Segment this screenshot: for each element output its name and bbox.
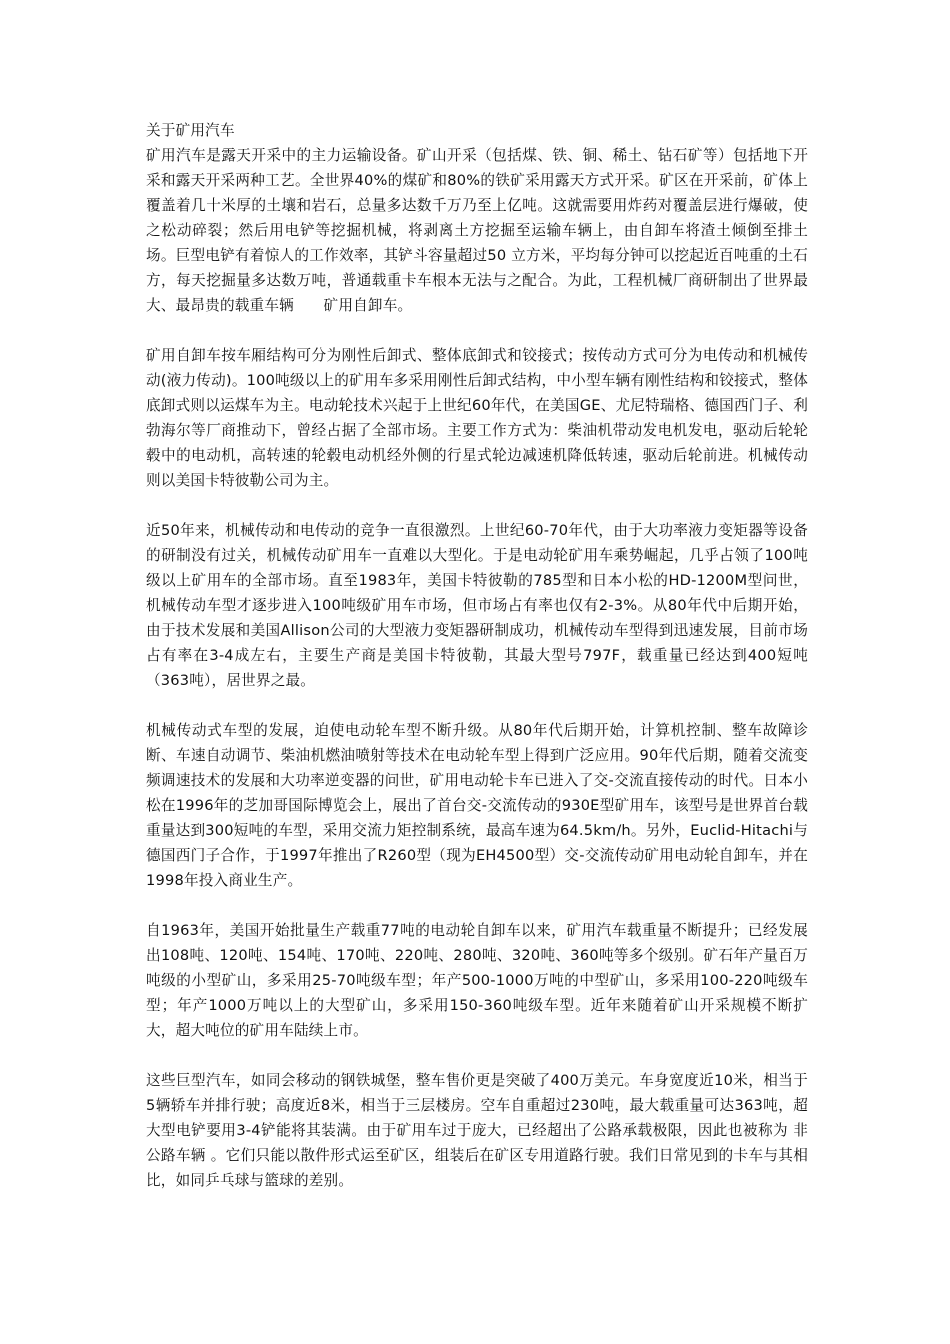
document-title: 关于矿用汽车 [146, 122, 235, 139]
paragraph-2: 矿用自卸车按车厢结构可分为刚性后卸式、整体底卸式和铰接式；按传动方式可分为电传动和机械传动(液力传动)。100吨级以上的矿用车多采用刚性后卸式结构，中小型车辆有刚性结构和铰接式，整体底卸式则以运煤车为主。电动轮技术兴起于上世纪60年代，在美国GE、尤尼特瑞格、德国西门子、利勃海尔等厂商推动下，曾经占据了全部市场。主要工作方式为：柴油机带动发电机发电，驱动后轮轮毂中的电动机，高转速的轮毂电动机经外侧的行星式轮边减速机降低转速，驱动后轮前进。机械传动则以美国卡特彼勒公司为主。 [146, 347, 808, 489]
document-body [146, 118, 808, 1218]
paragraph-3: 近50年来，机械传动和电传动的竞争一直很激烈。上世纪60-70年代，由于大功率液力变矩器等设备的研制没有过关，机械传动矿用车一直难以大型化。于是电动轮矿用车乘势崛起，几乎占领了100吨级以上矿用车的全部市场。直至1983年，美国卡特彼勒的785型和日本小松的HD-1200M型问世，机械传动车型才逐步进入100吨级矿用车市场，但市场占有率也仅有2-3%。从80年代中后期开始，由于技术发展和美国Allison公司的大型液力变矩器研制成功，机械传动车型得到迅速发展，目前市场占有率在3-4成左右，主要生产商是美国卡特彼勒，其最大型号797F，载重量已经达到400短吨（363吨），居世界之最。 [146, 522, 808, 689]
paragraph-6: 这些巨型汽车，如同会移动的钢铁城堡，整车售价更是突破了400万美元。车身宽度近10米，相当于5辆轿车并排行驶；高度近8米，相当于三层楼房。空车自重超过230吨，最大载重量可达363吨，超大型电铲要用3-4铲能将其装满。由于矿用车过于庞大，已经超出了公路承载极限，因此也被称为 非公路车辆 。它们只能以散件形式运至矿区，组装后在矿区专用道路行驶。我们日常见到的卡车与其相比，如同乒乓球与篮球的差别。 [146, 1072, 808, 1189]
paragraph-5: 自1963年，美国开始批量生产载重77吨的电动轮自卸车以来，矿用汽车载重量不断提升；已经发展出108吨、120吨、154吨、170吨、220吨、280吨、320吨、360吨等多个级别。矿石年产量百万吨级的小型矿山，多采用25-70吨级车型；年产500-1000万吨的中型矿山，多采用100-220吨级车型；年产1000万吨以上的大型矿山，多采用150-360吨级车型。近年来随着矿山开采规模不断扩大，超大吨位的矿用车陆续上市。 [146, 922, 808, 1039]
paragraph-4: 机械传动式车型的发展，迫使电动轮车型不断升级。从80年代后期开始，计算机控制、整车故障诊断、车速自动调节、柴油机燃油喷射等技术在电动轮车型上得到广泛应用。90年代后期，随着交流变频调速技术的发展和大功率逆变器的问世，矿用电动轮卡车已进入了交-交流直接传动的时代。日本小松在1996年的芝加哥国际博览会上，展出了首台交-交流传动的930E型矿用车，该型号是世界首台载重量达到300短吨的车型，采用交流力矩控制系统，最高车速为64.5km/h。另外，Euclid-Hitachi与德国西门子合作，于1997年推出了R260型（现为EH4500型）交-交流传动矿用电动轮自卸车，并在1998年投入商业生产。 [146, 722, 808, 889]
paragraph-1: 矿用汽车是露天开采中的主力运输设备。矿山开采（包括煤、铁、铜、稀土、钻石矿等）包括地下开采和露天开采两种工艺。全世界40%的煤矿和80%的铁矿采用露天方式开采。矿区在开采前，矿体上覆盖着几十米厚的土壤和岩石，总量多达数千万乃至上亿吨。这就需要用炸药对覆盖层进行爆破，使之松动碎裂；然后用电铲等挖掘机械，将剥离土方挖掘至运输车辆上，由自卸车将渣土倾倒至排土场。巨型电铲有着惊人的工作效率，其铲斗容量超过50 立方米，平均每分钟可以挖起近百吨重的土石方，每天挖掘量多达数万吨，普通载重卡车根本无法与之配合。为此，工程机械厂商研制出了世界最大、最昂贵的载重车辆 矿用自卸车。 [146, 147, 808, 314]
